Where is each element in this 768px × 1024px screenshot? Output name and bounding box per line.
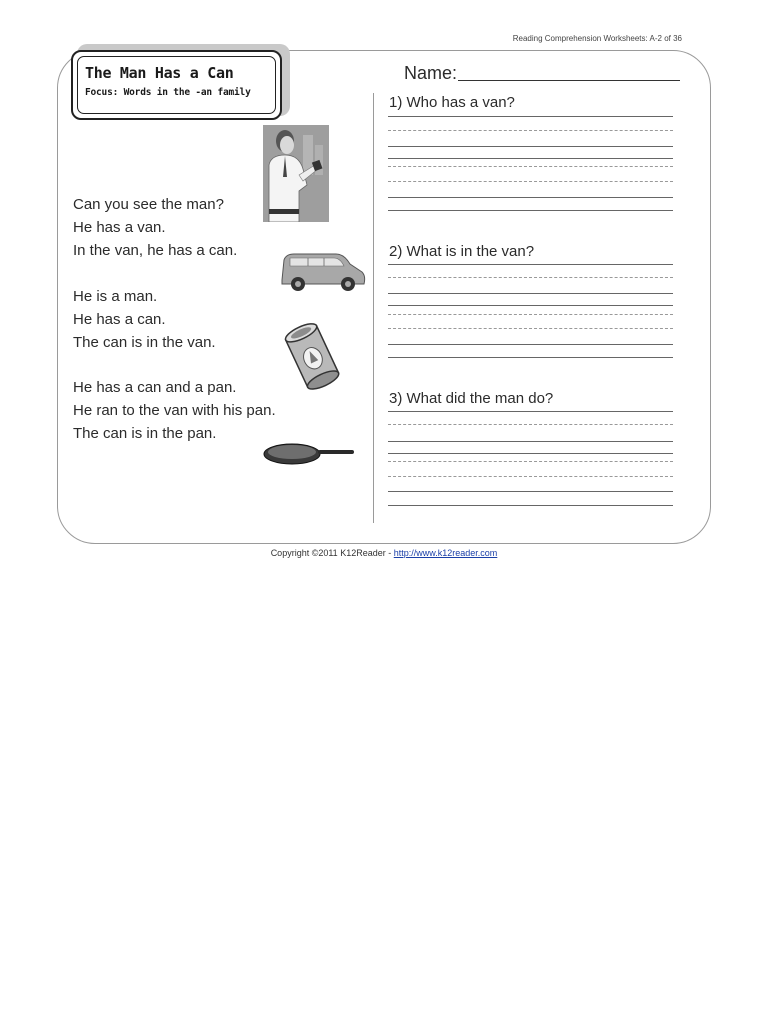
story-line: He has a van. <box>73 219 166 236</box>
answer-line[interactable] <box>388 491 673 492</box>
answer-guide-line <box>388 130 673 131</box>
question-2: 2) What is in the van? <box>389 243 535 260</box>
title-box <box>71 50 282 120</box>
answer-line[interactable] <box>388 357 673 358</box>
worksheet-title: The Man Has a Can <box>85 64 234 82</box>
story-line: He has a can. <box>73 311 166 328</box>
k12reader-link[interactable]: http://www.k12reader.com <box>393 548 498 558</box>
story-line: The can is in the van. <box>73 334 216 351</box>
answer-line[interactable] <box>388 210 673 211</box>
name-label: Name: <box>404 63 458 83</box>
answer-guide-line <box>388 181 673 182</box>
answer-guide-line <box>388 476 673 477</box>
answer-line[interactable] <box>388 197 673 198</box>
name-input-line[interactable] <box>458 80 680 81</box>
story-line: Can you see the man? <box>73 196 224 213</box>
answer-guide-line <box>388 424 673 425</box>
answer-guide-line <box>388 328 673 329</box>
question-3: 3) What did the man do? <box>389 390 554 407</box>
story-line: The can is in the pan. <box>73 425 217 442</box>
story-line: In the van, he has a can. <box>73 242 238 259</box>
can-icon <box>283 322 343 390</box>
pan-icon <box>262 440 358 470</box>
question-1: 1) Who has a van? <box>389 94 515 111</box>
answer-line[interactable] <box>388 505 673 506</box>
copyright-footer <box>0 548 768 558</box>
answer-line[interactable] <box>388 158 673 159</box>
answer-line[interactable] <box>388 441 673 442</box>
column-divider <box>373 93 374 523</box>
answer-line[interactable] <box>388 344 673 345</box>
answer-guide-line <box>388 166 673 167</box>
focus-text: Focus: Words in the -an family <box>85 87 251 98</box>
worksheet-series: Reading Comprehension Worksheets: A-2 of 36 <box>512 34 682 43</box>
answer-line[interactable] <box>388 305 673 306</box>
story-line: He is a man. <box>73 288 158 305</box>
answer-guide-line <box>388 461 673 462</box>
story-line: He ran to the van with his pan. <box>73 402 276 419</box>
story-line: He has a can and a pan. <box>73 379 237 396</box>
answer-line[interactable] <box>388 116 673 117</box>
man-photo-icon <box>263 125 329 222</box>
answer-line[interactable] <box>388 293 673 294</box>
answer-guide-line <box>388 277 673 278</box>
answer-line[interactable] <box>388 146 673 147</box>
copyright-text: Copyright ©2011 K12Reader - <box>270 548 394 558</box>
answer-guide-line <box>388 314 673 315</box>
answer-line[interactable] <box>388 411 673 412</box>
answer-line[interactable] <box>388 264 673 265</box>
van-icon <box>278 250 366 296</box>
answer-line[interactable] <box>388 453 673 454</box>
